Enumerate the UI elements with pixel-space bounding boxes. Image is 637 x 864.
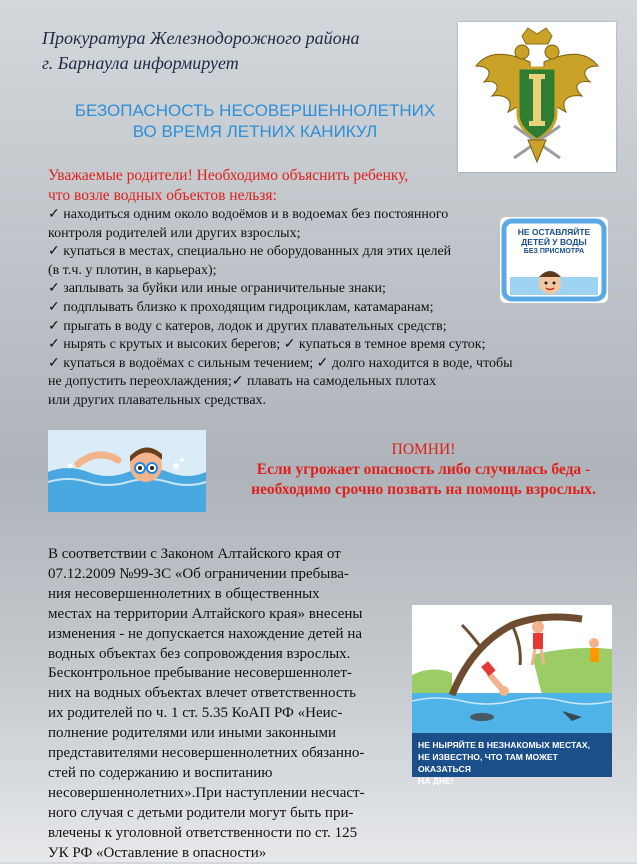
prosecutor-emblem-image <box>458 22 616 172</box>
intro-text <box>48 166 408 206</box>
law-line: их родителей по ч. 1 ст. 5.35 КоАП РФ «Неис- <box>48 705 343 722</box>
law-line: 07.12.2009 №99-ЗС «Об ограничении пребыва- <box>48 565 349 582</box>
law-line: В соответствии с Законом Алтайского края от <box>48 546 341 562</box>
remember-notice <box>226 440 621 500</box>
remember-line-1: Если угрожает опасность либо случилась беда - <box>256 461 591 478</box>
diving-warning-caption <box>412 733 612 786</box>
checklist-line: ✓ купаться в водоёмах с сильным течением; ✓ долго находится в воде, чтобы <box>48 355 513 371</box>
checklist-line: ✓ заплывать за буйки или иные ограничительные знаки; <box>48 281 386 297</box>
title-line-2: ВО ВРЕМЯ ЛЕТНИХ КАНИКУЛ <box>132 122 378 141</box>
checklist-line: ✓ прыгать в воду с катеров, лодок и других плавательных средств; <box>48 318 447 334</box>
remember-line-2: необходимо срочно позвать на помощь взрослых. <box>251 481 596 498</box>
badge-line-3: БЕЗ ПРИСМОТРА <box>523 248 585 255</box>
title-line-1: БЕЗОПАСНОСТЬ НЕСОВЕРШЕННОЛЕТНИХ <box>74 101 436 120</box>
law-line: ния несовершеннолетних в общественных <box>48 585 320 602</box>
header-line-1: Прокуратура Железнодорожного района <box>42 28 360 48</box>
supervision-badge-image <box>500 217 608 303</box>
law-line: стей по содержанию и воспитанию <box>48 764 273 781</box>
checklist-line: не допустить переохлаждения;✓ плавать на самодельных плотах <box>48 374 437 390</box>
law-line: представителями несовершеннолетних обязанно- <box>48 745 365 762</box>
checklist-line: контроля родителей или других взрослых; <box>48 225 301 241</box>
law-line: них на водных объектах влечет ответственность <box>48 685 356 702</box>
checklist-line: ✓ находиться одним около водоёмов и в водоемах без постоянного <box>48 207 449 222</box>
law-text <box>48 545 408 864</box>
diving-warning-image <box>412 605 612 786</box>
caption-line-3: НА ДНЕ! <box>418 776 454 786</box>
law-line: влечены к уголовной ответственности по ст. 125 <box>48 824 358 841</box>
checklist-line: ✓ купаться в местах, специально не оборудованных для этих целей <box>48 244 452 260</box>
checklist-line: (в т.ч. у плотин, в карьерах); <box>48 262 217 278</box>
law-line: ного случая с детьми родители могут быть при- <box>48 804 354 821</box>
checklist-line: ✓ подплывать близко к проходящим гидроциклам, катамаранам; <box>48 299 434 315</box>
law-line: водных объектах без сопровождения взрослых. <box>48 645 351 662</box>
badge-line-1: НЕ ОСТАВЛЯЙТЕ <box>517 227 591 237</box>
header-line-2: г. Барнаула информирует <box>42 53 239 73</box>
law-line: изменения - не допускается нахождение детей на <box>48 625 363 642</box>
law-line: УК РФ «Оставление в опасности» <box>48 844 267 861</box>
law-line: местах на территории Алтайского края» внесены <box>48 605 363 622</box>
checklist-line: или других плавательных средствах. <box>48 392 267 408</box>
caption-line-2: НЕ ИЗВЕСТНО, ЧТО ТАМ МОЖЕТ ОКАЗАТЬСЯ <box>418 752 558 774</box>
caption-line-1: НЕ НЫРЯЙТЕ В НЕЗНАКОМЫХ МЕСТАХ, <box>418 740 591 750</box>
intro-line-2: что возле водных объектов нельзя: <box>48 187 277 204</box>
intro-line-1: Уважаемые родители! Необходимо объяснить ребенку, <box>48 167 409 184</box>
law-line: полнение родителями или иными законными <box>48 725 337 742</box>
badge-line-2: ДЕТЕЙ У ВОДЫ <box>521 237 587 247</box>
law-line: Бесконтрольное пребывание несовершеннолет- <box>48 665 352 682</box>
checklist-line: ✓ нырять с крутых и высоких берегов; ✓ купаться в темное время суток; <box>48 337 486 353</box>
prohibition-checklist <box>48 206 513 411</box>
remember-heading: ПОМНИ! <box>391 441 456 458</box>
law-line: несовершеннолетних».При наступлении несчаст- <box>48 784 365 801</box>
swimming-child-image <box>48 430 206 512</box>
